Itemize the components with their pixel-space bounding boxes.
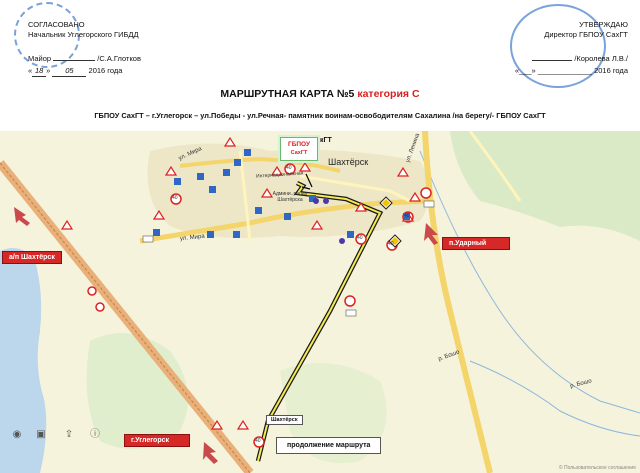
category-label: категория С: [357, 88, 420, 100]
speed-sign-value: 40: [388, 241, 394, 247]
shakhtersk-box: Шахтёрск: [266, 415, 303, 425]
street-label: ул. Ленина: [405, 132, 422, 164]
ap-arrow: [14, 207, 30, 226]
uglegorsk-arrow: [203, 442, 218, 464]
header-right: [515, 20, 628, 76]
start-point-box: ГБПОУ СахГТ: [280, 137, 318, 161]
header-left: [28, 20, 141, 77]
share-icon[interactable]: ⇪: [64, 429, 74, 440]
speed-sign-value: 40: [286, 165, 292, 171]
approval-date: « 18 » 05 2016 года: [28, 66, 123, 75]
approval-label: СОГЛАСОВАНО: [28, 20, 85, 29]
director-signature-line: /Королева Л.В./: [515, 52, 628, 64]
route-description: ГБПОУ СахГТ – г.Углегорск – ул.Победы - ул.Речная- памятник воинам-освободителям Сахалина /на берегу/- ГБПОУ СахГТ: [94, 111, 546, 120]
destination-uglegorsk: г.Углегорск: [124, 434, 190, 447]
street-label: ул. Мира: [177, 146, 203, 162]
approve-label: УТВЕРЖДАЮ: [579, 20, 628, 29]
street-label: ул. Мира: [179, 233, 205, 243]
river-label: р. Бошо: [569, 378, 593, 390]
binoculars-icon[interactable]: ◉: [12, 429, 22, 440]
map-copyright: © Пользовательское соглашение: [558, 465, 636, 471]
speed-sign-value: 40: [255, 438, 261, 444]
admin-label: Админи..рация Шахтёрска: [272, 191, 308, 203]
approver-position: Начальник Углегорского ГИБДД: [28, 30, 139, 39]
director-date: «___» _____________ 2016 года: [514, 66, 628, 75]
continue-route-box: продолжение маршрута: [276, 437, 381, 454]
river-label: р. Бошо: [437, 349, 461, 363]
speed-sign-value: 40: [357, 235, 363, 241]
start-label-right: кГТ: [320, 137, 332, 144]
street-label: Интернациональная: [255, 170, 304, 180]
forest-area: [450, 131, 640, 241]
town-label: Шахтёрск: [328, 157, 369, 167]
speed-sign-value: 40: [404, 213, 410, 219]
destination-ap-shakhtersk: а/п Шахтёрск: [2, 251, 62, 264]
approver-signature-line: Майор /С.А.Глотков: [28, 54, 141, 63]
signature-blank: [53, 52, 95, 61]
route-map[interactable]: [0, 131, 640, 473]
page-title: МАРШРУТНАЯ КАРТА №5 категория С: [220, 88, 420, 100]
destination-udarny: п.Ударный: [442, 237, 510, 250]
map-canvas: [0, 131, 640, 473]
print-icon[interactable]: ▣: [36, 429, 46, 440]
director-position: Директор ГБПОУ СахГТ: [544, 30, 628, 39]
speed-sign-value: 40: [172, 195, 178, 201]
info-icon[interactable]: ⓘ: [90, 429, 100, 440]
